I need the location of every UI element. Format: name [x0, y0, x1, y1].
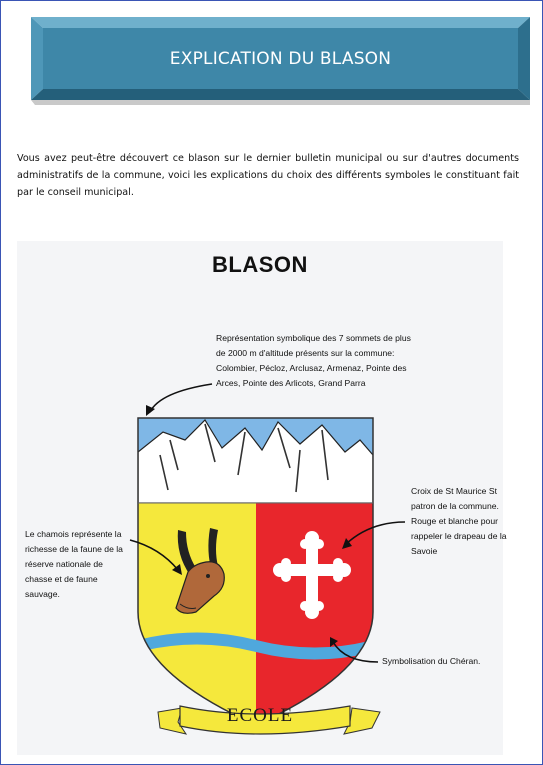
note-chamois: Le chamois représente la richesse de la faune de la réserve nationale de chasse et de faune sauvage.	[25, 529, 123, 599]
intro-paragraph: Vous avez peut-être découvert ce blason sur le dernier bulletin municipal ou sur d'autres documents administratifs de la commune, voici les explications du choix des différents symboles le constituant fait par le conseil municipal.	[17, 153, 519, 198]
page-title: EXPLICATION DU BLASON	[169, 48, 392, 69]
yellow-quarter	[138, 503, 256, 733]
figure-title: BLASON	[212, 252, 308, 277]
note-river: Symbolisation du Chéran.	[382, 656, 481, 666]
note-cross: Croix de St Maurice St patron de la commune. Rouge et blanche pour rappeler le drapeau de la Savoie	[411, 486, 507, 556]
note-mountains: Représentation symbolique des 7 sommets de plus de 2000 m d'altitude présents sur la commune: Colombier, Pécloz, Arclusaz, Armenaz, Pointe des Arces, Pointe des Arlicots, Grand Parra	[216, 333, 411, 388]
motto-text: ECOLE	[226, 705, 294, 726]
